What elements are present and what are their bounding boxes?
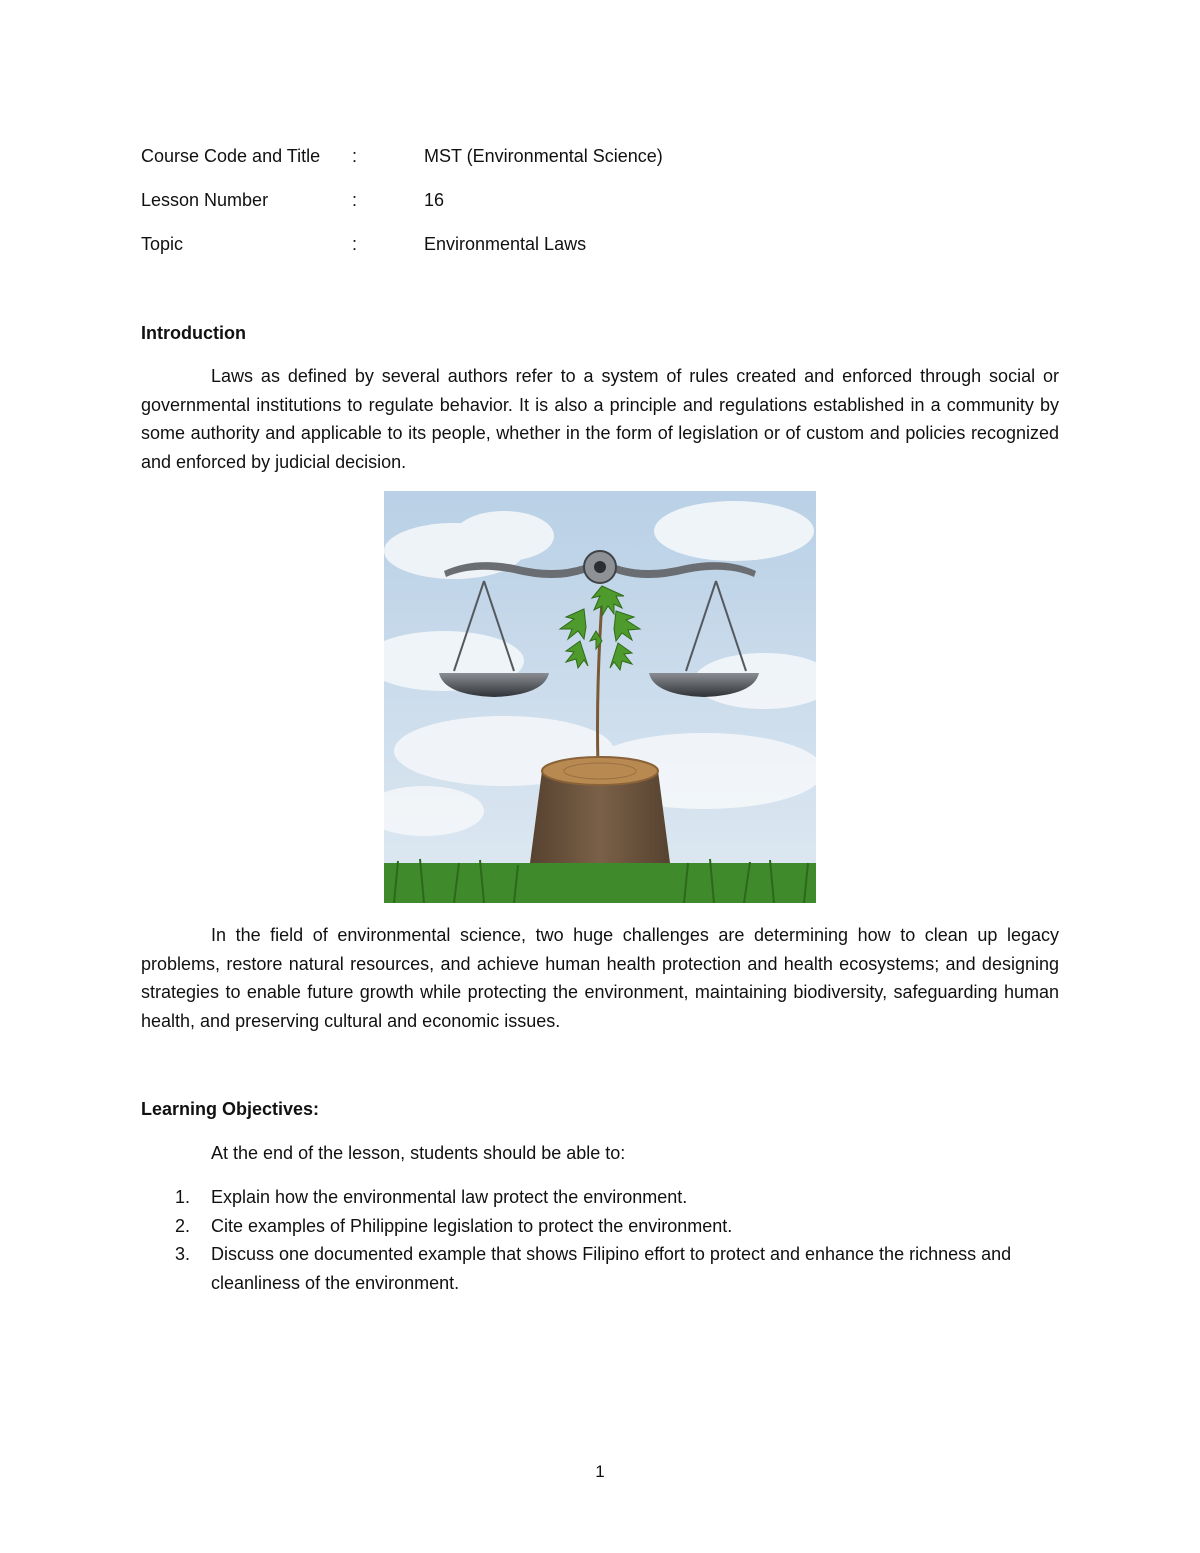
introduction-paragraph: In the field of environmental science, two huge challenges are determining how to clean up legacy problems, restore natural resources, and achieve human health protection and health ecosystems; and designing strategies to enable future growth while protecting the environment, maintaining biodiversity, safeguarding human health, and preserving cultural and economic issues. xyxy=(141,925,1059,1031)
meta-label: Lesson Number xyxy=(141,190,269,210)
list-item xyxy=(141,1212,1059,1241)
introduction-heading: Introduction xyxy=(141,323,246,343)
meta-value: Environmental Laws xyxy=(424,234,587,254)
meta-label: Topic xyxy=(141,234,184,254)
list-text: Cite examples of Philippine legislation to protect the environment. xyxy=(211,1215,733,1236)
list-text: Explain how the environmental law protect the environment. xyxy=(211,1187,688,1207)
introduction-paragraph: Laws as defined by several authors refer to a system of rules created and enforced through social or governmental institutions to regulate behavior. It is also a principle and regulations established in a community by some authority and applicable to its people, whether in the form of legislation or of custom and policies recognized and enforced by judicial decision. xyxy=(141,366,1059,472)
learning-objectives-heading: Learning Objectives: xyxy=(141,1099,320,1119)
meta-colon: : xyxy=(352,234,358,254)
meta-value: MST (Environmental Science) xyxy=(424,146,663,166)
objectives-list xyxy=(141,1183,1059,1297)
page-number: 1 xyxy=(595,1462,605,1481)
meta-value: 16 xyxy=(424,190,445,210)
illustration-svg xyxy=(384,491,816,903)
list-number: 2. xyxy=(175,1215,191,1236)
list-item xyxy=(141,1183,1059,1212)
list-number: 3. xyxy=(175,1244,191,1264)
grass xyxy=(384,863,816,903)
justice-scale-illustration xyxy=(384,491,816,903)
list-number: 1. xyxy=(175,1187,191,1207)
meta-colon: : xyxy=(352,190,358,210)
objectives-lead: At the end of the lesson, students should be able to: xyxy=(211,1143,626,1163)
list-text: Discuss one documented example that shows Filipino effort to protect and enhance the richness and cleanliness of the environment. xyxy=(211,1244,1012,1293)
meta-label: Course Code and Title xyxy=(141,146,321,166)
meta-colon: : xyxy=(352,146,358,166)
list-item xyxy=(141,1240,1059,1297)
stump-top xyxy=(542,757,658,785)
